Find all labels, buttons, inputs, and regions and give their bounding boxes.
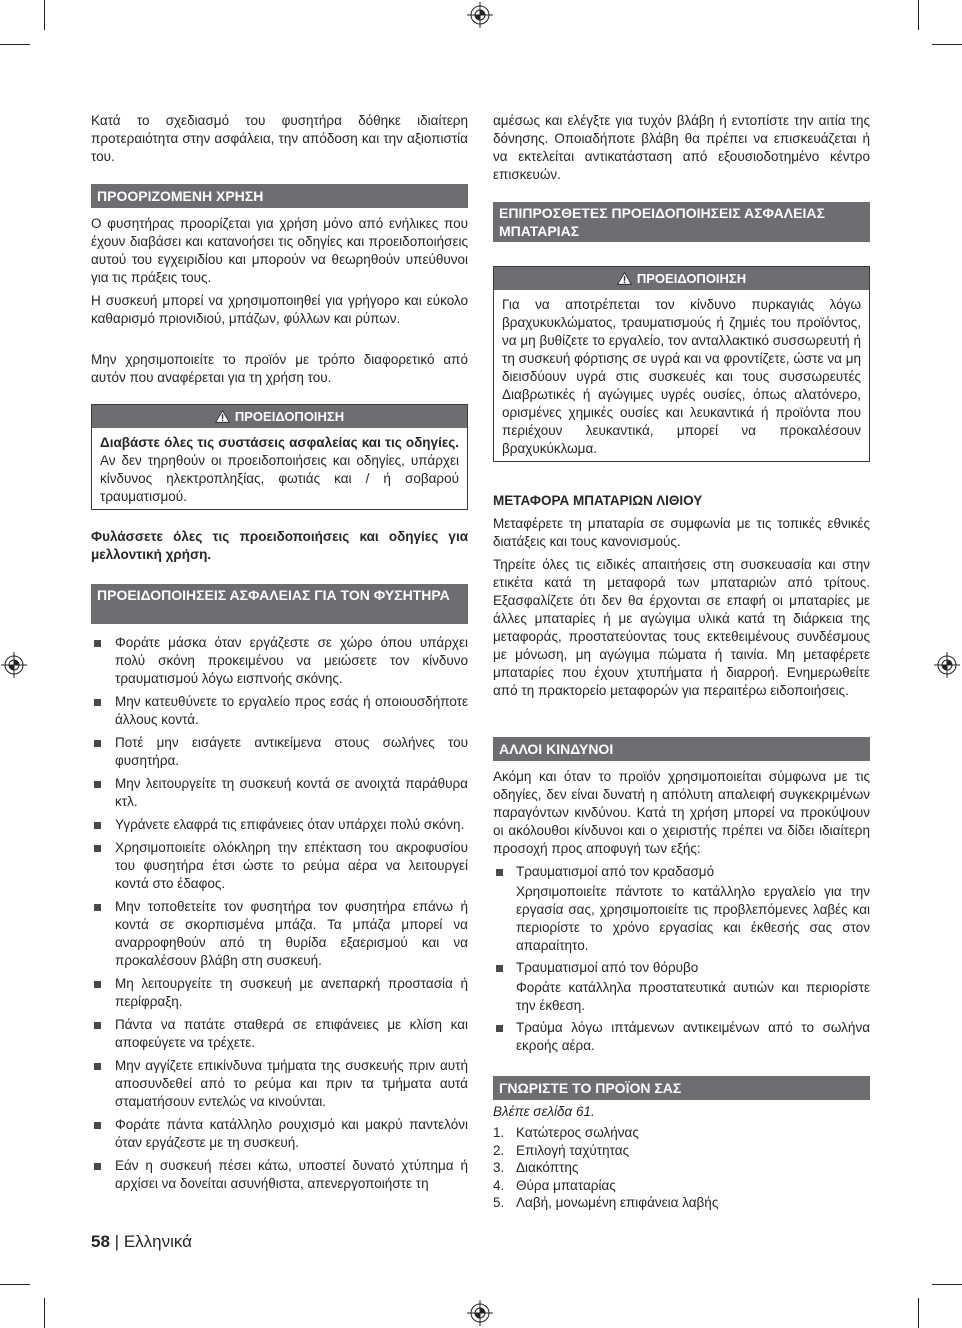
list-item (493, 1177, 870, 1195)
part-number: 4. (493, 1177, 505, 1193)
warning-box-header (494, 267, 869, 290)
list-item (91, 693, 468, 729)
part-label: Θύρα μπαταρίας (516, 1177, 616, 1193)
warning-body (92, 428, 467, 509)
list-item (91, 775, 468, 811)
keep-instructions-note: Φυλάσσετε όλες τις προειδοποιήσεις και οδηγίες για μελλοντική χρήση. (91, 529, 468, 562)
list-item (493, 863, 870, 955)
list-item (91, 1116, 468, 1152)
section-header-battery-safety: ΕΠΙΠΡΟΣΘΕΤΕΣ ΠΡΟΕΙΔΟΠΟΙΗΣΕΙΣ ΑΣΦΑΛΕΙΑΣ ΜΠΑΤΑΡΙΑΣ (493, 202, 870, 242)
part-number: 3. (493, 1160, 505, 1176)
other-risks-list-container (493, 863, 870, 1059)
warning-body: Για να αποτρέπεται τον κίνδυνο πυρκαγιάς λόγω βραχυκυκλώματος, τραυματισμούς ή ζημιές του προϊόντος, να μη βυθίζετε το εργαλείο, τον ανταλλακτικό συσσωρευτή ή τη συσκευή φόρτισης σε υγρά και να φροντίζετε, ώστε να μη διεισδύουν υγρά στις συσκευές και τους συσσωρευτές Διαβρωτικές ή αγώγιμες υγρές ουσίες, όπως αλατόνερο, ορισμένες χημικές ουσίες και λευκαντικά ή προϊόντα που περιέχουν λευκαντικά, μπορεί να προκαλέσουν βραχυκύκλωμα. (502, 297, 861, 456)
part-label: Κατώτερος σωλήνας (516, 1125, 639, 1140)
part-label: Διακόπτης (516, 1160, 579, 1176)
parts-list-container (493, 1124, 870, 1212)
bullet-square-icon (94, 1122, 101, 1129)
bullet-square-icon (94, 822, 101, 829)
part-number: 5. (493, 1195, 505, 1211)
bullet-square-icon (94, 699, 101, 706)
list-item-text: Μην τοποθετείτε τον φυσητήρα τον φυσητήρα επάνω ή κοντά σε σκορπισμένα μπάζα. Τα μπάζα μπορεί να αναρροφηθούν από τη θυρίδα εξαερισμού και να προκαλέσουν βλάβη στη συσκευή. (115, 899, 468, 968)
crop-mark-bottom-right-vertical (918, 1298, 919, 1328)
list-item (91, 975, 468, 1011)
crop-mark-top-right-vertical (918, 0, 919, 30)
section-header-know-product: ΓΝΩΡΙΣΤΕ ΤΟ ΠΡΟΪΟΝ ΣΑΣ (493, 1076, 870, 1100)
warning-box-header (92, 405, 467, 428)
risk-title: Τραύμα λόγω ιπτάμενων αντικειμένων από το σωλήνα εκροής αέρα. (516, 1020, 870, 1053)
list-item (91, 1057, 468, 1111)
warning-title: ΠΡΟΕΙΔΟΠΟΙΗΣΗ (636, 271, 747, 286)
bullet-square-icon (94, 740, 101, 747)
bullet-square-icon (496, 1025, 503, 1032)
part-label: Επιλογή ταχύτητας (516, 1142, 630, 1158)
risk-title: Τραυματισμοί από τον θόρυβο (516, 960, 699, 975)
continued-paragraph: αμέσως και ελέγξτε για τυχόν βλάβη ή εντοπίστε την αιτία της δόνησης. Οποιαδήποτε βλάβη θα πρέπει να επισκευάζεται ή να εκτελείται αντικατάσταση από εξουσιοδοτημένο κέντρο επισκευών. (493, 113, 870, 182)
crop-mark-top-right-horizontal (932, 44, 962, 45)
lithium-transport-paragraph-2: Τηρείτε όλες τις ειδικές απαιτήσεις στη συσκευασία και στην ετικέτα κατά τη μεταφορά των μπαταριών από τρίτους. Εξασφαλίζετε ότι δεν θα έρχονται σε επαφή οι μπαταρίες με άλλες μπαταρίες ή με αγώγιμα υλικά κατά τη διάρκεια της μεταφοράς, προστατεύοντας τους εκτεθειμένους συνδέσμους με μόνωση, μη αγώγιμα πώματα ή ταινία. Μη μεταφέρετε μπαταρίες που έχουν χτυπήματα ή διαρροή. Ενημερωθείτε από τη πρακτορείο μεταφορών για περαιτέρω ειδοποιήσεις. (493, 557, 870, 698)
list-item (493, 959, 870, 1015)
list-item-text: Φοράτε πάντα κατάλληλο ρουχισμό και μακρύ παντελόνι όταν εργάζεστε με τη συσκευή. (115, 1117, 468, 1150)
bullet-square-icon (94, 1063, 101, 1070)
bullet-square-icon (496, 965, 503, 972)
list-item (91, 734, 468, 770)
intended-use-paragraph-2: Η συσκευή μπορεί να χρησιμοποιηθεί για γρήγορο και εύκολο καθαρισμό πριονιδιού, μπάζων, φύλλων και ρύπων. (91, 293, 468, 326)
blower-safety-list (91, 634, 468, 1193)
list-item (91, 898, 468, 970)
list-item-text: Πάντα να πατάτε σταθερά σε επιφάνειες με κλίση και αποφεύγετε να τρέχετε. (115, 1017, 468, 1050)
bullet-square-icon (94, 981, 101, 988)
list-item-text: Μην λειτουργείτε τη συσκευή κοντά σε ανοιχτά παράθυρα κτλ. (115, 776, 468, 809)
risk-detail: Χρησιμοποιείτε πάντοτε το κατάλληλο εργαλείο για την εργασία σας, χρησιμοποιείτε τις προβλεπόμενες λαβές και περιορίστε το χρόνο εργασίας και έκθεσής σας στον απαραίτητο. (516, 884, 870, 953)
footer-separator: | (114, 1232, 120, 1251)
list-item-text: Μη λειτουργείτε τη συσκευή με ανεπαρκή προστασία ή περίφραξη. (115, 976, 468, 1009)
section-header-blower-safety: ΠΡΟΕΙΔΟΠΟΙΗΣΕΙΣ ΑΣΦΑΛΕΙΑΣ ΓΙΑ ΤΟΝ ΦΥΣΗΤΗΡΑ (91, 584, 468, 624)
list-item (493, 1124, 870, 1142)
bullet-square-icon (94, 904, 101, 911)
blower-safety-list-container (91, 634, 468, 1198)
list-item (91, 1157, 468, 1193)
part-number: 1. (493, 1125, 505, 1140)
list-item (493, 1194, 870, 1212)
bullet-square-icon (94, 845, 101, 852)
list-item-text: Χρησιμοποιείτε ολόκληρη την επέκταση του ακροφυσίου του φυσητήρα έτσι ώστε το ρεύμα αέρα να λειτουργεί κοντά στο έδαφος. (115, 840, 468, 891)
risk-detail: Φοράτε κατάλληλα προστατευτικά αυτιών και περιορίστε την έκθεση. (516, 980, 870, 1013)
footer-language: Ελληνικά (123, 1232, 193, 1251)
list-item-text: Μην κατευθύνετε το εργαλείο προς εσάς ή οποιουσδήποτε άλλους κοντά. (115, 694, 468, 727)
list-item (91, 839, 468, 893)
list-item (91, 816, 468, 834)
warning-icon (617, 272, 632, 285)
list-item-text: Μην αγγίζετε επικίνδυνα τμήματα της συσκευής πριν αυτή αποσυνδεθεί από το ρεύμα και πριν τα τμήματα αυτά σταματήσουν εντελώς να κινούνται. (115, 1058, 468, 1109)
list-item-text: Ποτέ μην εισάγετε αντικείμενα στους σωλήνες του φυσητήρα. (115, 735, 468, 768)
intended-use-paragraph-3: Μην χρησιμοποιείτε το προϊόν με τρόπο διαφορετικό από αυτόν που αναφέρεται για τη χρήση του. (91, 352, 468, 385)
crop-mark-top-left-vertical (44, 0, 45, 30)
warning-bold-lead: Διαβάστε όλες τις συστάσεις ασφαλείας και τις οδηγίες. (100, 435, 459, 450)
page-footer (91, 1231, 192, 1253)
other-risks-intro: Ακόμη και όταν το προϊόν χρησιμοποιείται σύμφωνα με τις οδηγίες, δεν είναι δυνατή η απόλυτη απαλειφή συγκεκριμένων παραγόντων κινδύνου. Κατά τη χρήση μπορεί να προκύψουν οι ακόλουθοι κίνδυνοι και ο χειριστής πρέπει να δίδει ιδιαίτερη προσοχή προς αποφυγή των εξής: (493, 769, 870, 856)
bullet-square-icon (94, 1022, 101, 1029)
bullet-square-icon (94, 1163, 101, 1170)
warning-icon (215, 410, 230, 423)
crop-mark-bottom-left-horizontal (0, 1284, 30, 1285)
crop-mark-top-left-horizontal (0, 44, 30, 45)
warning-text: Αν δεν τηρηθούν οι προειδοποιήσεις και οδηγίες, υπάρχει κίνδυνος ηλεκτροπληξίας, φωτιάς και / ή σοβαρού τραυματισμού. (100, 453, 459, 504)
page-reference: Βλέπε σελίδα 61. (493, 1104, 595, 1119)
list-item (493, 1159, 870, 1177)
intro-paragraph: Κατά το σχεδιασμό του φυσητήρα δόθηκε ιδιαίτερη προτεραιότητα στην ασφάλεια, την απόδοση και την αξιοπιστία του. (91, 113, 468, 164)
bullet-square-icon (496, 869, 503, 876)
crop-mark-bottom-left-vertical (44, 1298, 45, 1328)
lithium-transport-paragraph-1: Μεταφέρετε τη μπαταρία σε συμφωνία με τις τοπικές εθνικές διατάξεις και τους κανονισμούς. (493, 516, 870, 549)
lithium-transport-heading: ΜΕΤΑΦΟΡΑ ΜΠΑΤΑΡΙΩΝ ΛΙΘΙΟΥ (493, 493, 703, 508)
list-item (493, 1019, 870, 1055)
registration-mark-right-icon (933, 651, 961, 679)
registration-mark-bottom-icon (466, 1299, 494, 1327)
bullet-square-icon (94, 640, 101, 647)
part-label: Λαβή, μονωμένη επιφάνεια λαβής (516, 1195, 719, 1211)
risk-title: Τραυματισμοί από τον κραδασμό (516, 864, 715, 879)
page-number: 58 (91, 1232, 110, 1251)
list-item-text: Υγράνετε ελαφρά τις επιφάνειες όταν υπάρχει πολύ σκόνη. (115, 817, 465, 832)
section-header-other-risks: ΑΛΛΟΙ ΚΙΝΔΥΝΟΙ (493, 737, 870, 761)
bullet-square-icon (94, 781, 101, 788)
list-item-text: Φοράτε μάσκα όταν εργάζεστε σε χώρο όπου υπάρχει πολύ σκόνη προκειμένου να μειώσετε τον κίνδυνο τραυματισμού λόγω εισπνοής σκόνης. (115, 635, 468, 686)
list-item (493, 1142, 870, 1160)
parts-list (493, 1124, 870, 1212)
list-item-text: Εάν η συσκευή πέσει κάτω, υποστεί δυνατό χτύπημα ή αρχίσει να δονείται ασυνήθιστα, απενεργοποιήστε τη (115, 1158, 468, 1191)
warning-title: ΠΡΟΕΙΔΟΠΟΙΗΣΗ (234, 409, 345, 424)
warning-box-general (91, 404, 468, 510)
part-number: 2. (493, 1142, 505, 1158)
other-risks-list (493, 863, 870, 1055)
section-header-intended-use: ΠΡΟΟΡΙΖΟΜΕΝΗ ΧΡΗΣΗ (91, 184, 468, 208)
list-item (91, 634, 468, 688)
crop-mark-bottom-right-horizontal (932, 1284, 962, 1285)
registration-mark-left-icon (0, 651, 28, 679)
registration-mark-top-icon (466, 1, 494, 29)
intended-use-paragraph-1: Ο φυσητήρας προορίζεται για χρήση μόνο από ενήλικες που έχουν διαβάσει και κατανοήσει τις οδηγίες και προειδοποιήσεις αυτού του εγχειριδίου και μπορούν να θεωρηθούν υπεύθυνοι για τις πράξεις τους. (91, 216, 468, 285)
list-item (91, 1016, 468, 1052)
warning-box-battery (493, 266, 870, 462)
